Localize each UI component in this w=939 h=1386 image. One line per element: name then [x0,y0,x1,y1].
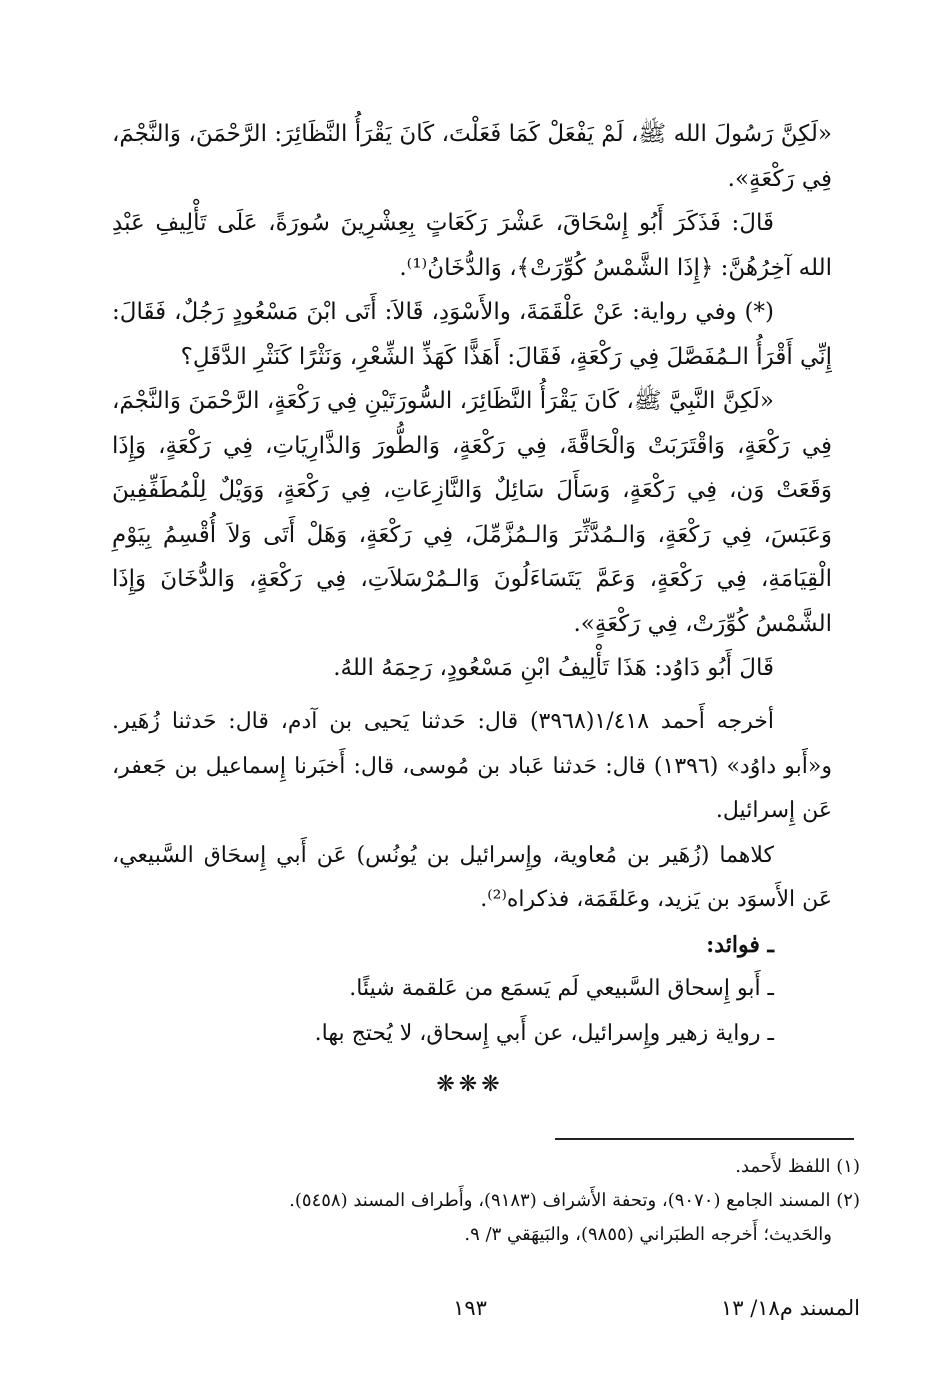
page-number: ١٩٣ [453,1296,487,1320]
footnotes [200,1150,860,1252]
footnote-2: (٢) المسند الجامع (٩٠٧٠)، وتحفة الأَشراف (٩١٨٣)، وأَطراف المسند (٥٤٥٨). [289,1190,860,1211]
hadith-paragraph-5: قَالَ أَبُو دَاوُد: هَذَا تَأْلِيفُ ابْنِ مَسْعُودٍ، رَحِمَهُ اللهُ. [333,655,774,681]
footnote-1: (١) اللفظ لأَحمد. [735,1156,860,1177]
benefit-item-2: ـ رواية زهير وإِسرائيل، عن أَبي إِسحاق، لا يُحتج بها. [314,1020,774,1046]
volume-label: المسند م١٨/ ١٣ [720,1296,860,1320]
hadith-paragraph-2: قَالَ: فَذَكَرَ أَبُو إِسْحَاقَ، عَشْرَ رَكَعَاتٍ بِعِشْرِينَ سُورَةً، عَلَى تَأْلِيفِ عَبْدِ الله آخِرُهُنَّ: ﴿إِذَا الشَّمْسُ كُوِّرَتْ﴾، وَالدُّخَانُ⁽¹⁾. [112,210,832,281]
page-footer [80,1296,860,1336]
hadith-paragraph-4: «لَكِنَّ النَّبِيَّ ﷺ، كَانَ يَقْرَأُ النَّظَائِرَ، السُّورَتَيْنِ فِي رَكْعَةٍ، الرَّحْمَنَ وَالنَّجْمَ، فِي رَكْعَةٍ، وَاقْتَرَبَتْ وَالْحَاقَّةَ، فِي رَكْعَةٍ، وَالطُّورَ وَالذَّارِيَاتِ، فِي رَكْعَةٍ، وَإِذَا وَقَعَتْ وَن، فِي رَكْعَةٍ، وَسَأَلَ سَائِلٌ وَالنَّازِعَاتِ، فِي رَكْعَةٍ، وَوَيْلٌ لِلْمُطَفِّفِينَ وَعَبَسَ، فِي رَكْعَةٍ، وَالـمُدَّثِّرَ وَالـمُزَّمِّلَ، فِي رَكْعَةٍ، وَهَلْ أَتَى وَلاَ أُقْسِمُ بِيَوْمِ الْقِيَامَةِ، فِي رَكْعَةٍ، وَعَمَّ يَتَسَاءَلُونَ وَالـمُرْسَلاَتِ، فِي رَكْعَةٍ، وَالدُّخَانَ وَإِذَا الشَّمْسُ كُوِّرَتْ، فِي رَكْعَةٍ». [112,388,832,637]
hadith-paragraph-1: «لَكِنَّ رَسُولَ الله ﷺ، لَمْ يَفْعَلْ كَمَا فَعَلْتَ، كَانَ يَقْرَأُ النَّظَائِرَ: الرَّحْمَنَ، وَالنَّجْمَ، فِي رَكْعَةٍ». [112,121,832,192]
footnote-2-continued: والحَديث؛ أَخرجه الطبَراني (٩٨٥٥)، والبَيهَقي ٣/ ٩. [464,1224,832,1245]
takhrij-paragraph-2: كلاهما (زُهَير بن مُعاوية، وإِسرائيل بن يُونُس) عَن أَبي إِسحَاق السَّبيعي، عَن الأَسوَد بن يَزيد، وعَلقَمَة، فذكراه⁽²⁾. [112,842,832,912]
benefit-item-1: ـ أَبو إِسحاق السَّبيعي لَم يَسمَع من عَلقمة شيئًا. [349,976,774,1001]
benefits-title: ـ فوائد: [706,931,774,958]
hadith-text [112,112,832,691]
hadith-paragraph-3: (*) وفي رواية: عَنْ عَلْقَمَةَ، والأَسْوَدِ، قَالاَ: أَتَى ابْنَ مَسْعُودٍ رَجُلٌ، فَقَالَ: إِنِّي أَقْرَأُ الـمُفَصَّلَ فِي رَكْعَةٍ، فَقَالَ: أَهَذًّا كَهَذِّ الشِّعْرِ، وَنَثْرًا كَنَثْرِ الدَّقَلِ؟ [112,299,832,370]
takhrij-section [112,700,832,1056]
section-separator: ❋❋❋ [436,1072,504,1097]
takhrij-paragraph-1: أخرجه أَحمد ١/٤١٨(٣٩٦٨) قال: حَدثنا يَحيى بن آدم، قال: حَدثنا زُهَير. و«أَبو داوُد» (١٣٩٦) قال: حَدثنا عَباد بن مُوسى، قال: أَخبَرنا إِسماعيل بن جَعفر، عَن إِسرائيل. [112,709,832,823]
footnote-rule [555,1138,854,1140]
